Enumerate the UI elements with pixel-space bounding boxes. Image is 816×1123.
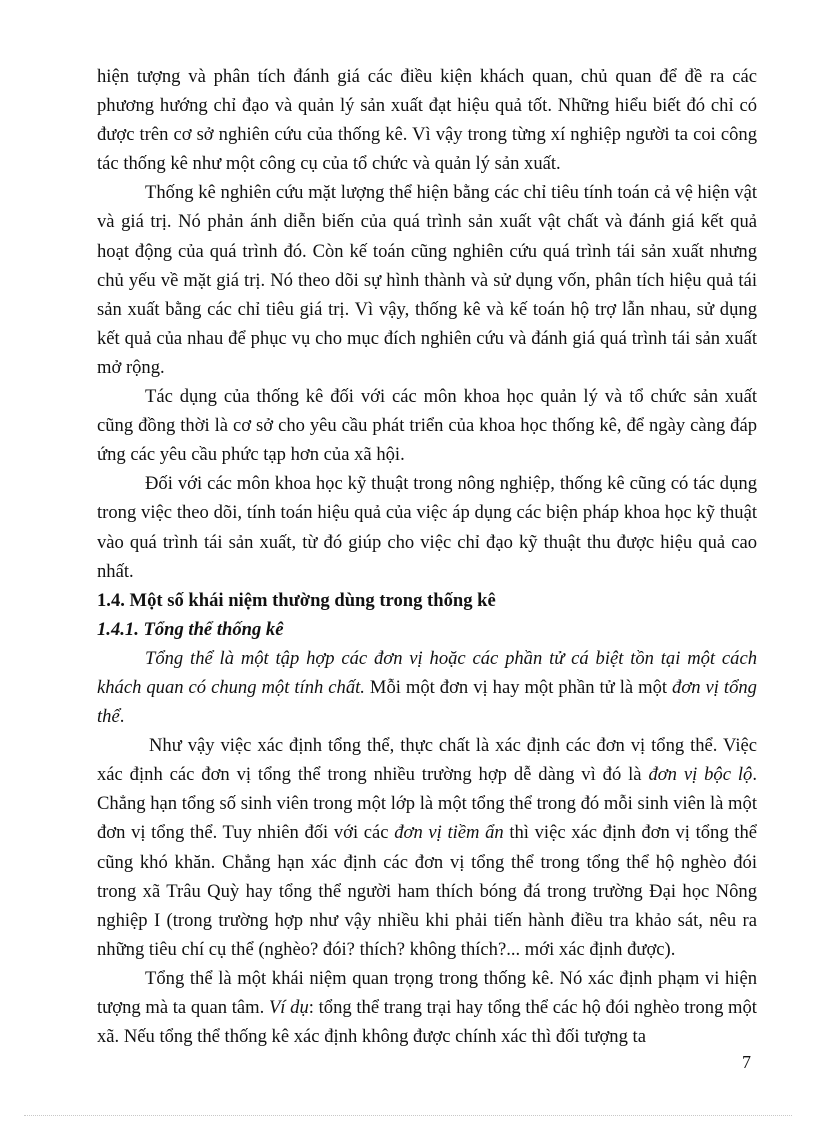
- paragraph-7: [97, 964, 757, 1051]
- term-text: đơn vị tổng thể: [97, 676, 757, 728]
- subsection-heading-1-4-1: 1.4.1. Tổng thể thống kê: [97, 618, 284, 640]
- paragraph-4: Đối với các môn khoa học kỹ thuật trong nông nghiệp, thống kê cũng có tác dụng trong việc theo dõi, tính toán hiệu quả của việc áp dụng các biện pháp khoa học kỹ thuật vào quá trình tái sản xuất, từ đó giúp cho việc chỉ đạo kỹ thuật thu được hiệu quả cao nhất.: [97, 473, 757, 582]
- text-run: .: [119, 706, 125, 728]
- text-run: . Chẳng hạn tổng số sinh viên trong một lớp là một tổng thể trong đó mỗi sinh viên là một đơn vị tổng thể. Tuy nhiên đối với các: [97, 764, 757, 844]
- text-run: Tổng thể là một khái niệm quan trọng trong thống kê. Nó xác định phạm vi hiện tượng mà ta quan tâm.: [97, 967, 757, 1018]
- paragraph-3: Tác dụng của thống kê đối với các môn khoa học quản lý và tổ chức sản xuất cũng đồng thời là cơ sở cho yêu cầu phát triển của khoa học thống kê, để ngày càng đáp ứng các yêu cầu phức tạp hơn của xã hội.: [97, 386, 757, 466]
- paragraph-5: [97, 644, 757, 731]
- text-run: thì việc xác định đơn vị tổng thể cũng khó khăn. Chẳng hạn xác định các đơn vị tổng thể trong tổng thể hộ nghèo đói trong xã Trâu Quỳ hay tổng thể người ham thích bóng đá trong trường Đại học Nông nghiệp I (trong trường hợp như vậy nhiều khi phải tiến hành điều tra khảo sát, nêu ra những tiêu chí cụ thể (nghèo? đói? thích? không thích?... mới xác định được).: [97, 822, 757, 960]
- paragraph-6: [97, 731, 757, 964]
- text-run: Mỗi một đơn vị hay một phần tử là một: [364, 676, 673, 698]
- paragraph-1: hiện tượng và phân tích đánh giá các điều kiện khách quan, chủ quan để đề ra các phương hướng chỉ đạo và quản lý sản xuất đạt hiệu quả tốt. Những hiểu biết đó chỉ có được trên cơ sở nghiên cứu của thống kê. Vì vậy trong từng xí nghiệp người ta coi công tác thống kê như một công cụ của tổ chức và quản lý sản xuất.: [97, 66, 757, 175]
- text-run: Như vậy việc xác định tổng thể, thực chất là xác định các đơn vị tổng thể. Việc xác định các đơn vị tổng thể trong nhiều trường hợp dễ dàng vì đó là: [97, 735, 757, 786]
- definition-text: Tổng thể là một tập hợp các đơn vị hoặc các phần tử cá biệt tồn tại một cách khách quan có chung một tính chất.: [97, 647, 757, 698]
- term-text: đơn vị bộc lộ: [648, 764, 753, 786]
- page-body: [97, 62, 757, 1051]
- page-bottom-divider: [24, 1115, 792, 1116]
- section-heading-1-4: 1.4. Một số khái niệm thường dùng trong thống kê: [97, 589, 496, 611]
- example-label: Ví dụ: [268, 997, 309, 1018]
- term-text: đơn vị tiềm ẩn: [394, 822, 504, 844]
- page-number: 7: [742, 1052, 751, 1072]
- paragraph-2: Thống kê nghiên cứu mặt lượng thể hiện bằng các chỉ tiêu tính toán cả vệ hiện vật và giá trị. Nó phản ánh diễn biến của quá trình sản xuất vật chất và đánh giá kết quả hoạt động của quá trình đó. Còn kế toán cũng nghiên cứu quá trình tái sản xuất nhưng chủ yếu về mặt giá trị. Nó theo dõi sự hình thành và sử dụng vốn, phân tích hiệu quả tái sản xuất bằng các chỉ tiêu giá trị. Vì vậy, thống kê và kế toán hộ trợ lẫn nhau, sử dụng kết quả của nhau để phục vụ cho mục đích nghiên cứu và đánh giá quá trình tái sản xuất mở rộng.: [97, 182, 757, 378]
- text-run: : tổng thể trang trại hay tổng thể các hộ đói nghèo trong một xã. Nếu tổng thể thống kê xác định không được chính xác thì đối tượng ta: [97, 997, 757, 1048]
